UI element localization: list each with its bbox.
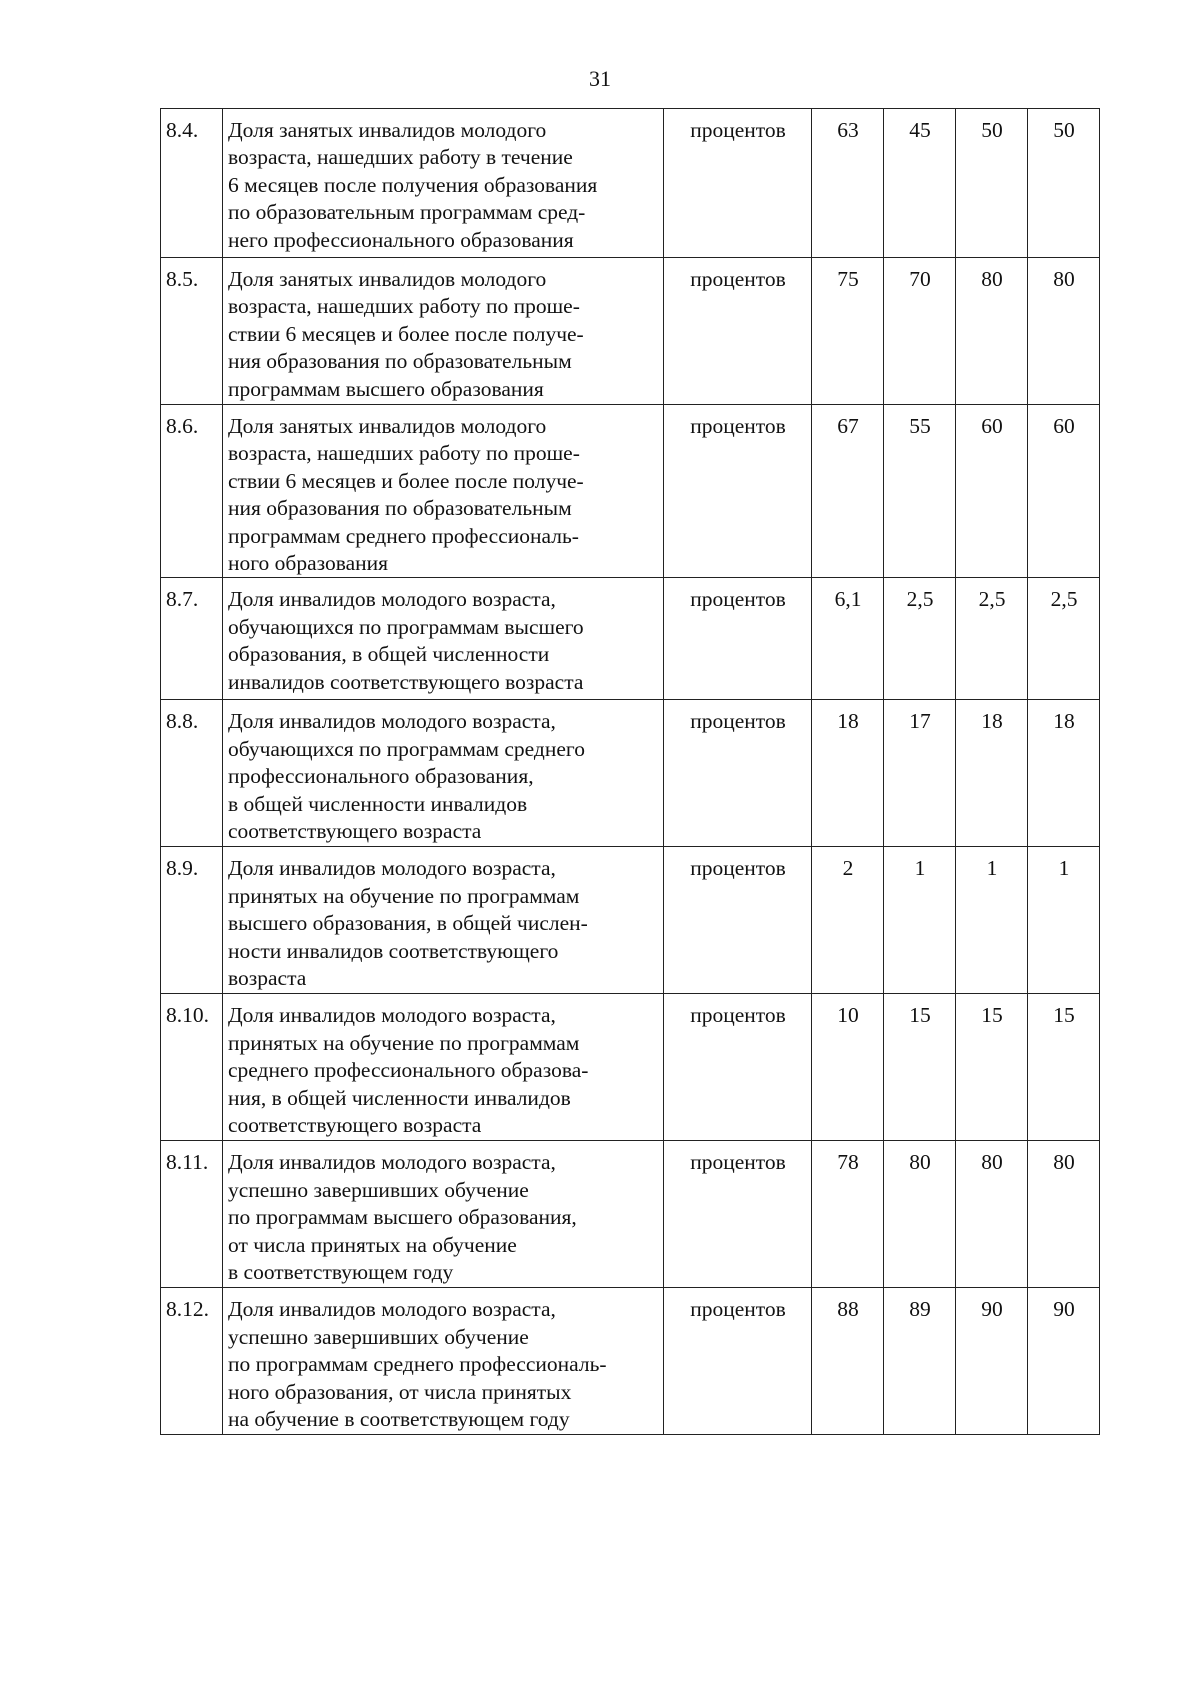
description-line: обучающихся по программам высшего [228, 614, 584, 639]
value-cell-2: 15 [884, 994, 956, 1141]
description-line: ного образования [228, 551, 389, 576]
value-cell-1: 6,1 [812, 578, 884, 700]
description-line: ния образования по образовательным [228, 349, 572, 374]
value-cell-4: 15 [1028, 994, 1100, 1141]
description-line: принятых на обучение по программам [228, 1030, 580, 1055]
description-line: образования, в общей численности [228, 642, 550, 667]
row-number: 8.7. [161, 578, 223, 700]
value-cell-3: 1 [956, 847, 1028, 994]
description-line: программам высшего образования [228, 376, 544, 401]
description-line: в общей численности инвалидов [228, 791, 528, 816]
description-line: 6 месяцев после получения образования [228, 172, 598, 197]
description-line: Доля инвалидов молодого возраста, [228, 856, 556, 881]
value-cell-2: 55 [884, 405, 956, 578]
table-row [161, 1288, 1100, 1435]
description-line: возраста, нашедших работу по проше- [228, 441, 580, 466]
indicator-description [223, 1141, 664, 1288]
value-cell-2: 2,5 [884, 578, 956, 700]
value-cell-3: 15 [956, 994, 1028, 1141]
row-number: 8.5. [161, 258, 223, 405]
value-cell-2: 45 [884, 109, 956, 258]
unit-cell: процентов [664, 258, 812, 405]
description-line: от числа принятых на обучение [228, 1232, 517, 1257]
value-cell-3: 2,5 [956, 578, 1028, 700]
table-body [161, 109, 1100, 1435]
row-number: 8.8. [161, 700, 223, 847]
value-cell-1: 18 [812, 700, 884, 847]
description-line: успешно завершивших обучение [228, 1324, 529, 1349]
unit-cell: процентов [664, 1141, 812, 1288]
value-cell-3: 90 [956, 1288, 1028, 1435]
value-cell-2: 89 [884, 1288, 956, 1435]
description-line: Доля инвалидов молодого возраста, [228, 1003, 556, 1028]
description-line: возраста, нашедших работу в течение [228, 145, 573, 170]
value-cell-4: 2,5 [1028, 578, 1100, 700]
description-line: возраста, нашедших работу по проше- [228, 294, 580, 319]
indicator-description [223, 258, 664, 405]
value-cell-1: 10 [812, 994, 884, 1141]
value-cell-4: 90 [1028, 1288, 1100, 1435]
description-line: Доля занятых инвалидов молодого [228, 267, 547, 291]
indicator-description [223, 847, 664, 994]
description-line: по программам высшего образования, [228, 1205, 577, 1230]
table-row [161, 109, 1100, 258]
unit-cell: процентов [664, 405, 812, 578]
description-line: обучающихся по программам среднего [228, 736, 585, 761]
unit-cell: процентов [664, 847, 812, 994]
value-cell-3: 50 [956, 109, 1028, 258]
value-cell-4: 60 [1028, 405, 1100, 578]
indicator-description [223, 1288, 664, 1435]
unit-cell: процентов [664, 109, 812, 258]
unit-cell: процентов [664, 578, 812, 700]
value-cell-1: 88 [812, 1288, 884, 1435]
description-line: ния образования по образовательным [228, 496, 572, 521]
table-row [161, 405, 1100, 578]
description-line: по программам среднего профессиональ- [228, 1352, 607, 1377]
row-number: 8.12. [161, 1288, 223, 1435]
value-cell-1: 78 [812, 1141, 884, 1288]
value-cell-1: 2 [812, 847, 884, 994]
table-row [161, 994, 1100, 1141]
table-row [161, 847, 1100, 994]
value-cell-2: 70 [884, 258, 956, 405]
description-line: высшего образования, в общей числен- [228, 911, 588, 936]
description-line: ствии 6 месяцев и более после получе- [228, 321, 584, 346]
description-line: соответствующего возраста [228, 1113, 482, 1138]
table-row [161, 1141, 1100, 1288]
value-cell-3: 80 [956, 258, 1028, 405]
row-number: 8.10. [161, 994, 223, 1141]
value-cell-4: 50 [1028, 109, 1100, 258]
row-number: 8.6. [161, 405, 223, 578]
description-line: ности инвалидов соответствующего [228, 938, 559, 963]
table-row [161, 258, 1100, 405]
description-line: Доля инвалидов молодого возраста, [228, 1150, 556, 1175]
description-line: возраста [228, 966, 307, 991]
row-number: 8.9. [161, 847, 223, 994]
indicator-description [223, 578, 664, 700]
indicator-description [223, 405, 664, 578]
description-line: ного образования, от числа принятых [228, 1379, 572, 1404]
value-cell-2: 80 [884, 1141, 956, 1288]
description-line: профессионального образования, [228, 764, 534, 789]
description-line: Доля занятых инвалидов молодого [228, 118, 547, 142]
indicator-description [223, 109, 664, 258]
description-line: в соответствующем году [228, 1260, 454, 1285]
value-cell-3: 60 [956, 405, 1028, 578]
description-line: Доля инвалидов молодого возраста, [228, 1297, 556, 1322]
description-line: него профессионального образования [228, 227, 574, 252]
value-cell-3: 18 [956, 700, 1028, 847]
indicator-description [223, 994, 664, 1141]
description-line: среднего профессионального образова- [228, 1058, 589, 1083]
value-cell-2: 17 [884, 700, 956, 847]
description-line: соответствующего возраста [228, 819, 482, 844]
indicator-description [223, 700, 664, 847]
indicators-table [160, 108, 1100, 1435]
description-line: Доля инвалидов молодого возраста, [228, 587, 556, 612]
value-cell-4: 1 [1028, 847, 1100, 994]
unit-cell: процентов [664, 994, 812, 1141]
page-number: 31 [589, 66, 611, 91]
row-number: 8.4. [161, 109, 223, 258]
value-cell-4: 80 [1028, 1141, 1100, 1288]
description-line: успешно завершивших обучение [228, 1177, 529, 1202]
unit-cell: процентов [664, 700, 812, 847]
value-cell-1: 75 [812, 258, 884, 405]
table-row [161, 700, 1100, 847]
value-cell-1: 63 [812, 109, 884, 258]
description-line: программам среднего профессиональ- [228, 523, 579, 548]
description-line: принятых на обучение по программам [228, 883, 580, 908]
value-cell-2: 1 [884, 847, 956, 994]
description-line: ствии 6 месяцев и более после получе- [228, 468, 584, 493]
value-cell-3: 80 [956, 1141, 1028, 1288]
value-cell-4: 80 [1028, 258, 1100, 405]
value-cell-1: 67 [812, 405, 884, 578]
row-number: 8.11. [161, 1141, 223, 1288]
description-line: Доля инвалидов молодого возраста, [228, 709, 556, 734]
description-line: по образовательным программам сред- [228, 200, 586, 225]
description-line: Доля занятых инвалидов молодого [228, 414, 547, 438]
description-line: инвалидов соответствующего возраста [228, 669, 584, 694]
table-row [161, 578, 1100, 700]
value-cell-4: 18 [1028, 700, 1100, 847]
description-line: на обучение в соответствующем году [228, 1407, 570, 1432]
unit-cell: процентов [664, 1288, 812, 1435]
description-line: ния, в общей численности инвалидов [228, 1085, 571, 1110]
